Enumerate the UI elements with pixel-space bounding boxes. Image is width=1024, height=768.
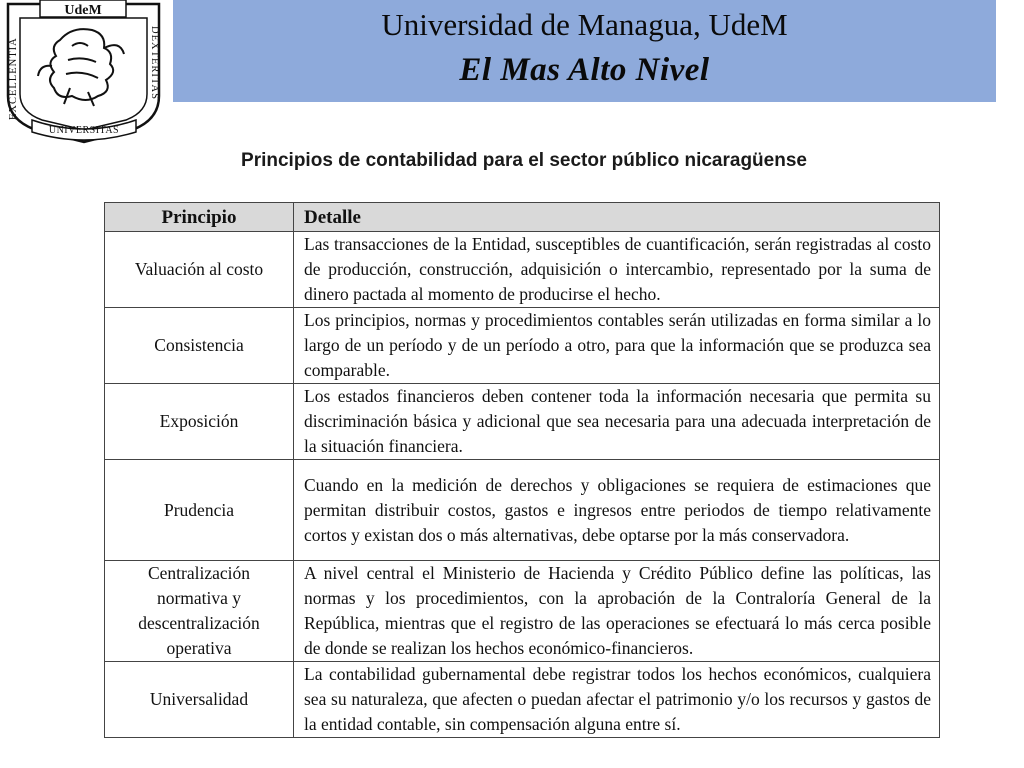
detalle-cell: Las transacciones de la Entidad, susceptibles de cuantificación, serán registradas al costo de producción, construcción, adquisición o intercambio, representado por la suma de dinero pactada al momento de producirse el hecho. — [294, 232, 940, 308]
table-header-row — [105, 203, 940, 232]
principio-cell: Consistencia — [105, 308, 294, 384]
table-row — [105, 384, 940, 460]
logo-left-text: EXCELLENTIA — [8, 37, 19, 120]
table-row — [105, 460, 940, 561]
table-row — [105, 232, 940, 308]
column-header-principio: Principio — [105, 203, 294, 232]
principio-cell: Exposición — [105, 384, 294, 460]
logo-right-text: DEXTERITAS — [149, 26, 160, 100]
banner-subtitle: El Mas Alto Nivel — [459, 52, 710, 88]
table-row — [105, 662, 940, 738]
table-row — [105, 308, 940, 384]
header-banner — [173, 0, 996, 102]
detalle-cell: Los estados financieros deben contener toda la información necesaria que permita su discriminación básica y adicional que sea necesaria para una adecuada interpretación de la situación financiera. — [294, 384, 940, 460]
detalle-cell: A nivel central el Ministerio de Hacienda y Crédito Público define las políticas, las normas y los procedimientos, con la aprobación de la Contraloría General de la República, mientras que el registro de las operaciones se efectuará lo más cerca posible de donde se realizan los hechos económico-financieros. — [294, 561, 940, 662]
banner-title: Universidad de Managua, UdeM — [381, 7, 788, 42]
principio-cell: Universalidad — [105, 662, 294, 738]
principio-cell: Valuación al costo — [105, 232, 294, 308]
detalle-cell: La contabilidad gubernamental debe registrar todos los hechos económicos, cualquiera sea su naturaleza, que afecten o puedan afectar el patrimonio y/o los recursos y gastos de la entidad contable, sin compensación alguna entre sí. — [294, 662, 940, 738]
detalle-cell: Los principios, normas y procedimientos contables serán utilizadas en forma similar a lo largo de un período y de un período a otro, para que la información que se produzca sea comparable. — [294, 308, 940, 384]
logo-bottom-text: UNIVERSITAS — [48, 125, 120, 136]
principles-table — [104, 202, 940, 738]
column-header-detalle: Detalle — [294, 203, 940, 232]
table-row — [105, 561, 940, 662]
university-logo — [2, 0, 165, 145]
detalle-cell: Cuando en la medición de derechos y obligaciones se requiera de estimaciones que permitan distribuir costos, gastos e ingresos entre periodos de tiempo relativamente cortos y existan dos o más alternativas, debe optarse por la más conservadora. — [294, 460, 940, 561]
logo-top-text: UdeM — [64, 3, 102, 18]
document-title: Principios de contabilidad para el sector público nicaragüense — [241, 150, 807, 171]
principio-cell: Prudencia — [105, 460, 294, 561]
principio-cell: Centralización normativa y descentralización operativa — [105, 561, 294, 662]
